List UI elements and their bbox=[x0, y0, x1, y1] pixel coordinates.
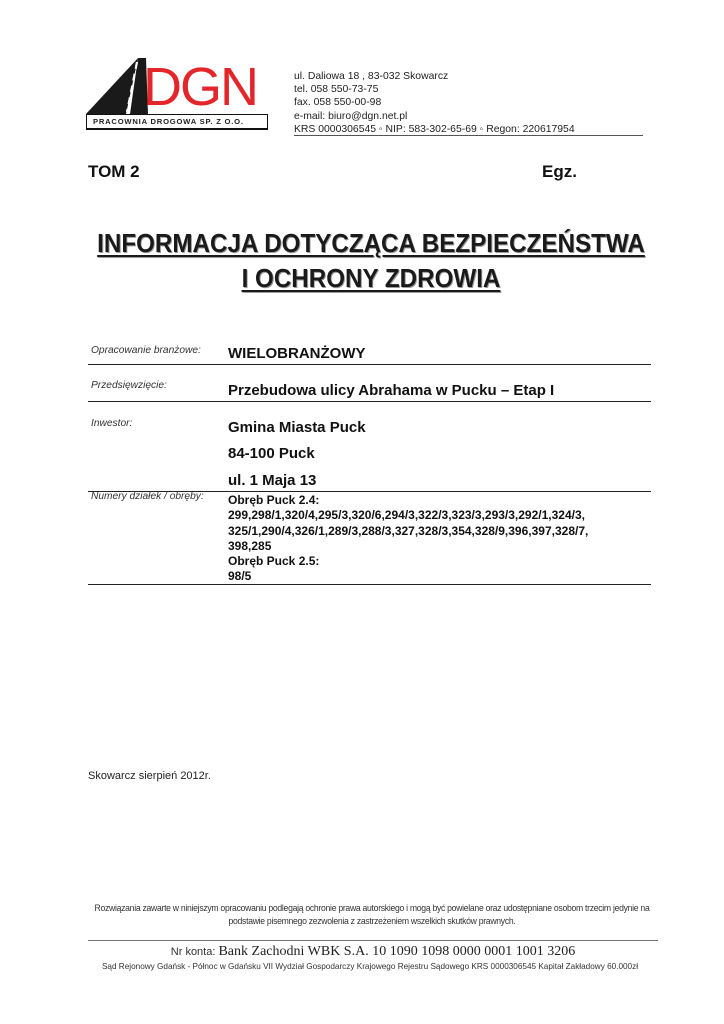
branch-divider bbox=[88, 364, 651, 365]
investor-name: Gmina Miasta Puck bbox=[228, 419, 366, 436]
branch-value: WIELOBRANŻOWY bbox=[228, 345, 366, 362]
copy-label: Egz. bbox=[542, 162, 577, 181]
logo-subtitle: PRACOWNIA DROGOWA SP. Z O.O. bbox=[93, 117, 244, 126]
parcels-line: Obręb Puck 2.5: bbox=[228, 554, 320, 569]
company-logo bbox=[86, 58, 268, 130]
bank-account-label: Nr konta: bbox=[170, 946, 219, 958]
company-email: e-mail: biuro@dgn.net.pl bbox=[294, 110, 408, 122]
company-registry: KRS 0000306545 ◦ NIP: 583-302-65-69 ◦ Regon: 220617954 bbox=[294, 123, 575, 135]
parcels-line: 325/1,290/4,326/1,289/3,288/3,327,328/3,354,328/9,396,397,328/7, bbox=[228, 523, 589, 538]
court-registry-line: Sąd Rejonowy Gdańsk - Północ w Gdańsku VII Wydział Gospodarczy Krajowego Rejestru Sądowego KRS 0000306545 Kapitał Zakładowy 60.000zł bbox=[101, 962, 639, 971]
project-value: Przebudowa ulicy Abrahama w Pucku – Etap I bbox=[228, 382, 555, 399]
company-address: ul. Daliowa 18 , 83-032 Skowarcz bbox=[294, 71, 449, 82]
footer-divider bbox=[88, 940, 658, 941]
place-date: Skowarcz sierpień 2012r. bbox=[88, 770, 211, 782]
logo-wordmark: DGN bbox=[143, 57, 257, 117]
project-divider bbox=[88, 401, 651, 402]
volume-number: TOM 2 bbox=[88, 162, 140, 181]
parcels-line: 98/5 bbox=[228, 569, 252, 584]
copyright-notice: Rozwiązania zawarte w niniejszym opracowaniu podlegają ochronie prawa autorskiego i mogą być powielane oraz udostępniane osobom trzecim jedynie na podstawie pisemnego zezwolenia z zastrzeżeniem wszelkich skutków prawnych. bbox=[94, 903, 650, 926]
investor-street: ul. 1 Maja 13 bbox=[228, 472, 317, 489]
company-phone: tel. 058 550-73-75 bbox=[294, 84, 379, 96]
investor-label: Inwestor: bbox=[91, 418, 133, 429]
parcels-label: Numery działek / obręby: bbox=[91, 491, 204, 502]
project-label: Przedsięwzięcie: bbox=[91, 380, 167, 391]
document-title-line-1: INFORMACJA DOTYCZĄCA BEZPIECZEŃSTWA bbox=[97, 228, 645, 258]
parcels-line: 299,298/1,320/4,295/3,320/6,294/3,322/3,323/3,293/3,292/1,324/3, bbox=[228, 508, 585, 523]
investor-postal: 84-100 Puck bbox=[228, 445, 315, 462]
document-title-line-2: I OCHRONY ZDROWIA bbox=[241, 263, 501, 293]
bank-account-value: Bank Zachodni WBK S.A. 10 1090 1098 0000 0001 1001 3206 bbox=[218, 944, 576, 959]
parcels-value bbox=[228, 493, 658, 585]
header-divider bbox=[294, 135, 643, 136]
parcels-line: 398,285 bbox=[228, 538, 272, 553]
bank-account-line bbox=[88, 942, 658, 960]
document-title bbox=[87, 226, 654, 296]
company-fax: fax. 058 550-00-98 bbox=[294, 97, 382, 109]
branch-label: Opracowanie branżowe: bbox=[91, 345, 201, 356]
logo-subtitle-box bbox=[86, 114, 268, 130]
parcels-line: Obręb Puck 2.4: bbox=[228, 493, 320, 507]
parcels-divider bbox=[88, 584, 651, 585]
company-contact-info bbox=[294, 70, 654, 136]
